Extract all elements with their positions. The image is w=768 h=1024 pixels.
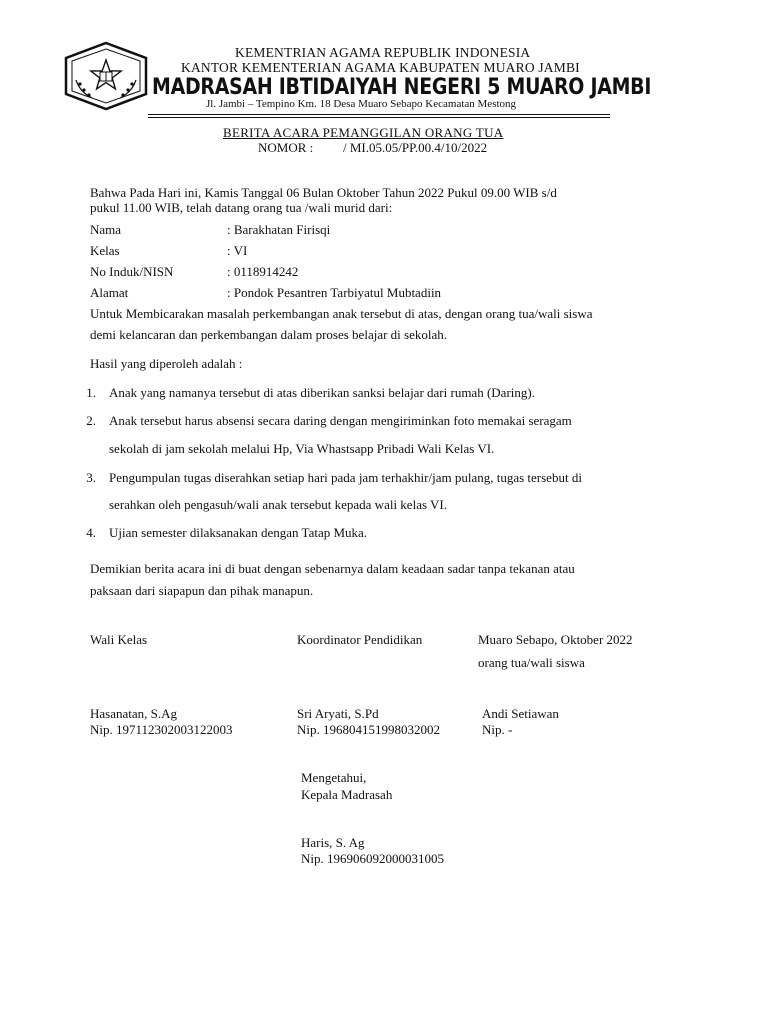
parent-name: Andi Setiawan — [482, 706, 559, 721]
head-role: Kepala Madrasah — [301, 787, 393, 802]
result-number-1: 1. — [86, 385, 96, 400]
parent-nip: Nip. - — [482, 722, 513, 737]
office-name: KANTOR KEMENTERIAN AGAMA KABUPATEN MUARO JAMBI — [181, 60, 580, 75]
result-item-2-line-1: Anak tersebut harus absensi secara daring dengan mengiriminkan foto memakai seragam — [109, 413, 572, 428]
header-divider — [148, 114, 610, 115]
head-name: Haris, S. Ag — [301, 835, 365, 850]
wali-kelas-role: Wali Kelas — [90, 632, 148, 647]
document-number-value: / MI.05.05/PP.00.4/10/2022 — [343, 140, 488, 155]
wali-kelas-name: Hasanatan, S.Ag — [90, 706, 178, 721]
intro-line-1: Bahwa Pada Hari ini, Kamis Tanggal 06 Bulan Oktober Tahun 2022 Pukul 09.00 WIB s/d — [90, 185, 557, 200]
koordinator-nip: Nip. 196804151998032002 — [297, 722, 440, 737]
results-heading: Hasil yang diperoleh adalah : — [90, 356, 243, 371]
ministry-emblem-icon — [62, 40, 150, 112]
document-number-label: NOMOR : — [258, 140, 314, 155]
purpose-line-2: demi kelancaran dan perkembangan dalam proses belajar di sekolah. — [90, 327, 447, 342]
koordinator-name: Sri Aryati, S.Pd — [297, 706, 379, 721]
school-address: Jl. Jambi – Tempino Km. 18 Desa Muaro Sebapo Kecamatan Mestong — [206, 98, 517, 110]
student-class-value: : VI — [227, 243, 248, 258]
student-name-label: Nama — [90, 222, 122, 237]
student-name-value: : Barakhatan Firisqi — [227, 222, 331, 237]
result-number-4: 4. — [86, 525, 96, 540]
wali-kelas-nip: Nip. 197112302003122003 — [90, 722, 233, 737]
student-address-value: : Pondok Pesantren Tarbiyatul Mubtadiin — [227, 285, 442, 300]
result-item-1: Anak yang namanya tersebut di atas diberikan sanksi belajar dari rumah (Daring). — [109, 385, 535, 400]
header-divider-secondary — [148, 117, 610, 118]
closing-line-1: Demikian berita acara ini di buat dengan sebenarnya dalam keadaan sadar tanpa tekanan atau — [90, 561, 575, 576]
result-item-3-line-2: serahkan oleh pengasuh/wali anak tersebut kepada wali kelas VI. — [109, 497, 447, 512]
head-nip: Nip. 196906092000031005 — [301, 851, 444, 866]
result-number-2: 2. — [86, 413, 96, 428]
place-date: Muaro Sebapo, Oktober 2022 — [478, 632, 633, 647]
student-nisn-label: No Induk/NISN — [90, 264, 174, 279]
intro-line-2: pukul 11.00 WIB, telah datang orang tua /wali murid dari: — [90, 200, 393, 215]
ministry-name: KEMENTRIAN AGAMA REPUBLIK INDONESIA — [235, 45, 531, 60]
student-address-label: Alamat — [90, 285, 129, 300]
parent-role: orang tua/wali siswa — [478, 655, 585, 670]
document-title: BERITA ACARA PEMANGGILAN ORANG TUA — [223, 125, 504, 140]
acknowledge-label: Mengetahui, — [301, 770, 367, 785]
result-item-4: Ujian semester dilaksanakan dengan Tatap Muka. — [109, 525, 368, 540]
student-class-label: Kelas — [90, 243, 120, 258]
result-item-3-line-1: Pengumpulan tugas diserahkan setiap hari pada jam terhakhir/jam pulang, tugas tersebut di — [109, 470, 582, 485]
purpose-line-1: Untuk Membicarakan masalah perkembangan anak tersebut di atas, dengan orang tua/wali siswa — [90, 306, 593, 321]
school-name: MADRASAH IBTIDAIYAH NEGERI 5 MUARO JAMBI — [152, 75, 652, 100]
result-number-3: 3. — [86, 470, 96, 485]
koordinator-role: Koordinator Pendidikan — [297, 632, 423, 647]
result-item-2-line-2: sekolah di jam sekolah melalui Hp, Via Whastsapp Pribadi Wali Kelas VI. — [109, 441, 495, 456]
student-nisn-value: : 0118914242 — [227, 264, 299, 279]
closing-line-2: paksaan dari siapapun dan pihak manapun. — [90, 583, 314, 598]
